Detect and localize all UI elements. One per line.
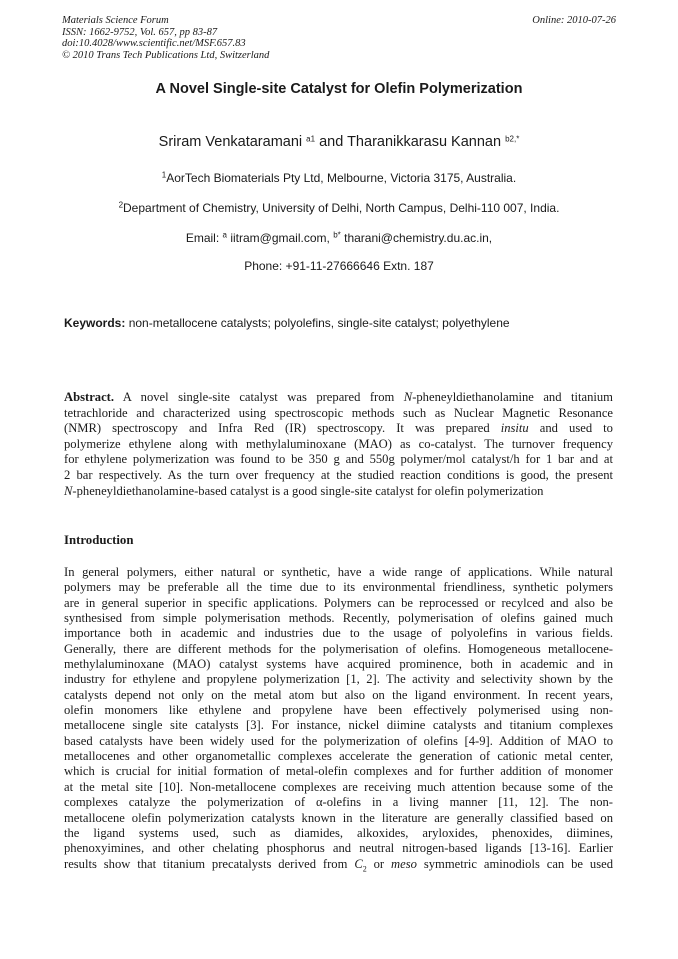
abstract-line bbox=[64, 421, 613, 437]
intro-line: industry for ethylene and propylene polymerization [1, 2]. The activity and selectivity shown by the bbox=[64, 672, 613, 687]
intro-line: the ligand systems used, such as diamides, alkoxides, aryloxides, phenoxides, diimines, bbox=[64, 825, 613, 840]
abstract-text: -pheneyldiethanolamine and titanium bbox=[412, 390, 613, 404]
abstract-italic: N bbox=[403, 390, 413, 404]
intro-line: metallocene olefin polymerization catalysts known in the literature are generally classified based on bbox=[64, 810, 613, 825]
email-b-superscript: b* bbox=[333, 230, 341, 240]
affiliation-2 bbox=[0, 201, 678, 215]
intro-italic: C bbox=[354, 856, 363, 871]
intro-line: polymers may be preferable all the time due to its environmental friendliness, synthetic polymers bbox=[64, 580, 613, 595]
online-date: Online: 2010-07-26 bbox=[532, 15, 616, 26]
email-b: tharani@chemistry.du.ac.in, bbox=[344, 231, 493, 245]
issn: ISSN: 1662-9752, Vol. 657, pp 83-87 bbox=[62, 26, 218, 38]
author-conjunction: and bbox=[319, 134, 344, 150]
intro-line: which is crucial for initial formation of metal-olefin complexes and for further addition of monomer bbox=[64, 764, 613, 779]
author-1: Sriram Venkataramani bbox=[158, 134, 303, 150]
abstract-italic: insitu bbox=[500, 421, 529, 436]
intro-line: metallocenes and other organometallic complexes accelerate the generation of cationic metal center, bbox=[64, 749, 613, 764]
affiliation-1-superscript: 1 bbox=[161, 170, 167, 180]
author-line bbox=[0, 134, 678, 150]
intro-line: complexes catalyze the polymerization of α-olefins in a living manner [11, 12]. The non- bbox=[64, 795, 613, 810]
intro-line bbox=[64, 857, 613, 877]
abstract-text: A novel single-site catalyst was prepared from bbox=[122, 390, 395, 404]
intro-line: synthesised from simple polymerisation methods. Recently, polymerisation of olefins gained much bbox=[64, 611, 613, 626]
intro-line: phenoxyimines, and other chelating phosphorus and neutral nitrogen-based ligands [13-16]. Earlier bbox=[64, 841, 613, 856]
abstract bbox=[64, 390, 613, 499]
intro-italic: meso bbox=[391, 856, 417, 871]
affiliation-2-text: Department of Chemistry, University of Delhi, North Campus, Delhi-110 007, India. bbox=[123, 201, 560, 215]
email-a-superscript: a bbox=[222, 230, 227, 240]
intro-line: olefin monomers like ethylene and propylene have been effectively polymerised using non- bbox=[64, 703, 613, 718]
phone-line: Phone: +91-11-27666646 Extn. 187 bbox=[244, 259, 434, 273]
journal-name: Materials Science Forum bbox=[62, 15, 169, 26]
keywords-text: non-metallocene catalysts; polyolefins, single-site catalyst; polyethylene bbox=[128, 316, 510, 330]
doi: doi:10.4028/www.scientific.net/MSF.657.83 bbox=[62, 38, 246, 49]
author-2: Tharanikkarasu Kannan bbox=[347, 134, 502, 150]
abstract-text: -pheneyldiethanolamine-based catalyst is a good single-site catalyst for olefin polymerization bbox=[72, 483, 544, 498]
affiliation-1 bbox=[0, 171, 678, 185]
abstract-text: (NMR) spectroscopy and Infra Red (IR) spectroscopy. It was prepared bbox=[64, 421, 490, 436]
author-2-superscript: b2,* bbox=[505, 134, 520, 144]
introduction-body bbox=[64, 565, 613, 876]
intro-text: results show that titanium precatalysts derived from bbox=[64, 856, 348, 871]
affiliation-2-superscript: 2 bbox=[118, 200, 124, 210]
abstract-line: tetrachloride and characterized using spectroscopic methods such as Nuclear Magnetic Resonance bbox=[64, 405, 613, 420]
intro-text: or bbox=[373, 856, 385, 871]
intro-line: metallocene single site catalysts [3]. For instance, nickel diimine catalysts and titanium complexes bbox=[64, 718, 613, 733]
abstract-line bbox=[64, 484, 613, 500]
abstract-italic: N bbox=[64, 483, 73, 498]
journal-metadata bbox=[62, 15, 269, 61]
keywords-label: Keywords: bbox=[64, 316, 126, 330]
abstract-line: for ethylene polymerization was found to be 350 g and 550g polymer/mol catalyst/h for 1 bar and at bbox=[64, 452, 613, 467]
intro-line: at the metal site [10]. Non-metallocene complexes are receiving much attention because some of the bbox=[64, 779, 613, 794]
abstract-line: 2 bar respectively. As the turn over frequency at the studied reaction conditions is good, the present bbox=[64, 467, 613, 482]
keywords bbox=[64, 316, 510, 330]
abstract-text: and used to bbox=[539, 421, 613, 436]
intro-line: catalysts depend not only on the metal atom but also on the ligand environment. In recent years, bbox=[64, 687, 613, 702]
abstract-line: polymerize ethylene along with methylaluminoxane (MAO) as co-catalyst. The turnover frequency bbox=[64, 436, 613, 451]
intro-line: Generally, there are different methods for the polymerisation of olefins. Homogeneous metallocene- bbox=[64, 641, 613, 656]
copyright: © 2010 Trans Tech Publications Ltd, Switzerland bbox=[62, 49, 270, 61]
email-label: Email: bbox=[185, 231, 220, 245]
author-1-superscript: a1 bbox=[306, 134, 316, 144]
abstract-line bbox=[64, 390, 613, 406]
intro-line: methylaluminoxane (MAO) catalyst systems have acquired prominence, both in academic and in bbox=[64, 657, 613, 672]
intro-text: symmetric aminodiols can be used bbox=[423, 856, 613, 871]
email-line bbox=[0, 231, 678, 245]
section-heading: Introduction bbox=[64, 533, 134, 547]
abstract-label: Abstract. bbox=[64, 390, 115, 404]
affiliation-1-text: AorTech Biomaterials Pty Ltd, Melbourne, Victoria 3175, Australia. bbox=[166, 171, 517, 185]
intro-line: are in general superior in specific applications. Polymers can be reprocessed or recylced and also be bbox=[64, 595, 613, 610]
intro-line: importance both in academic and industries due to the usage of polyolefins in various fields. bbox=[64, 626, 613, 641]
intro-line: In general polymers, either natural or synthetic, have a wide range of applications. While natural bbox=[64, 565, 613, 579]
email-a: iitram@gmail.com, bbox=[230, 231, 330, 245]
intro-line: based catalysts have been widely used for the polymerization of olefins [4-9]. Addition of MAO to bbox=[64, 733, 613, 748]
paper-title: A Novel Single-site Catalyst for Olefin Polymerization bbox=[155, 81, 523, 97]
intro-subscript: 2 bbox=[362, 864, 367, 874]
